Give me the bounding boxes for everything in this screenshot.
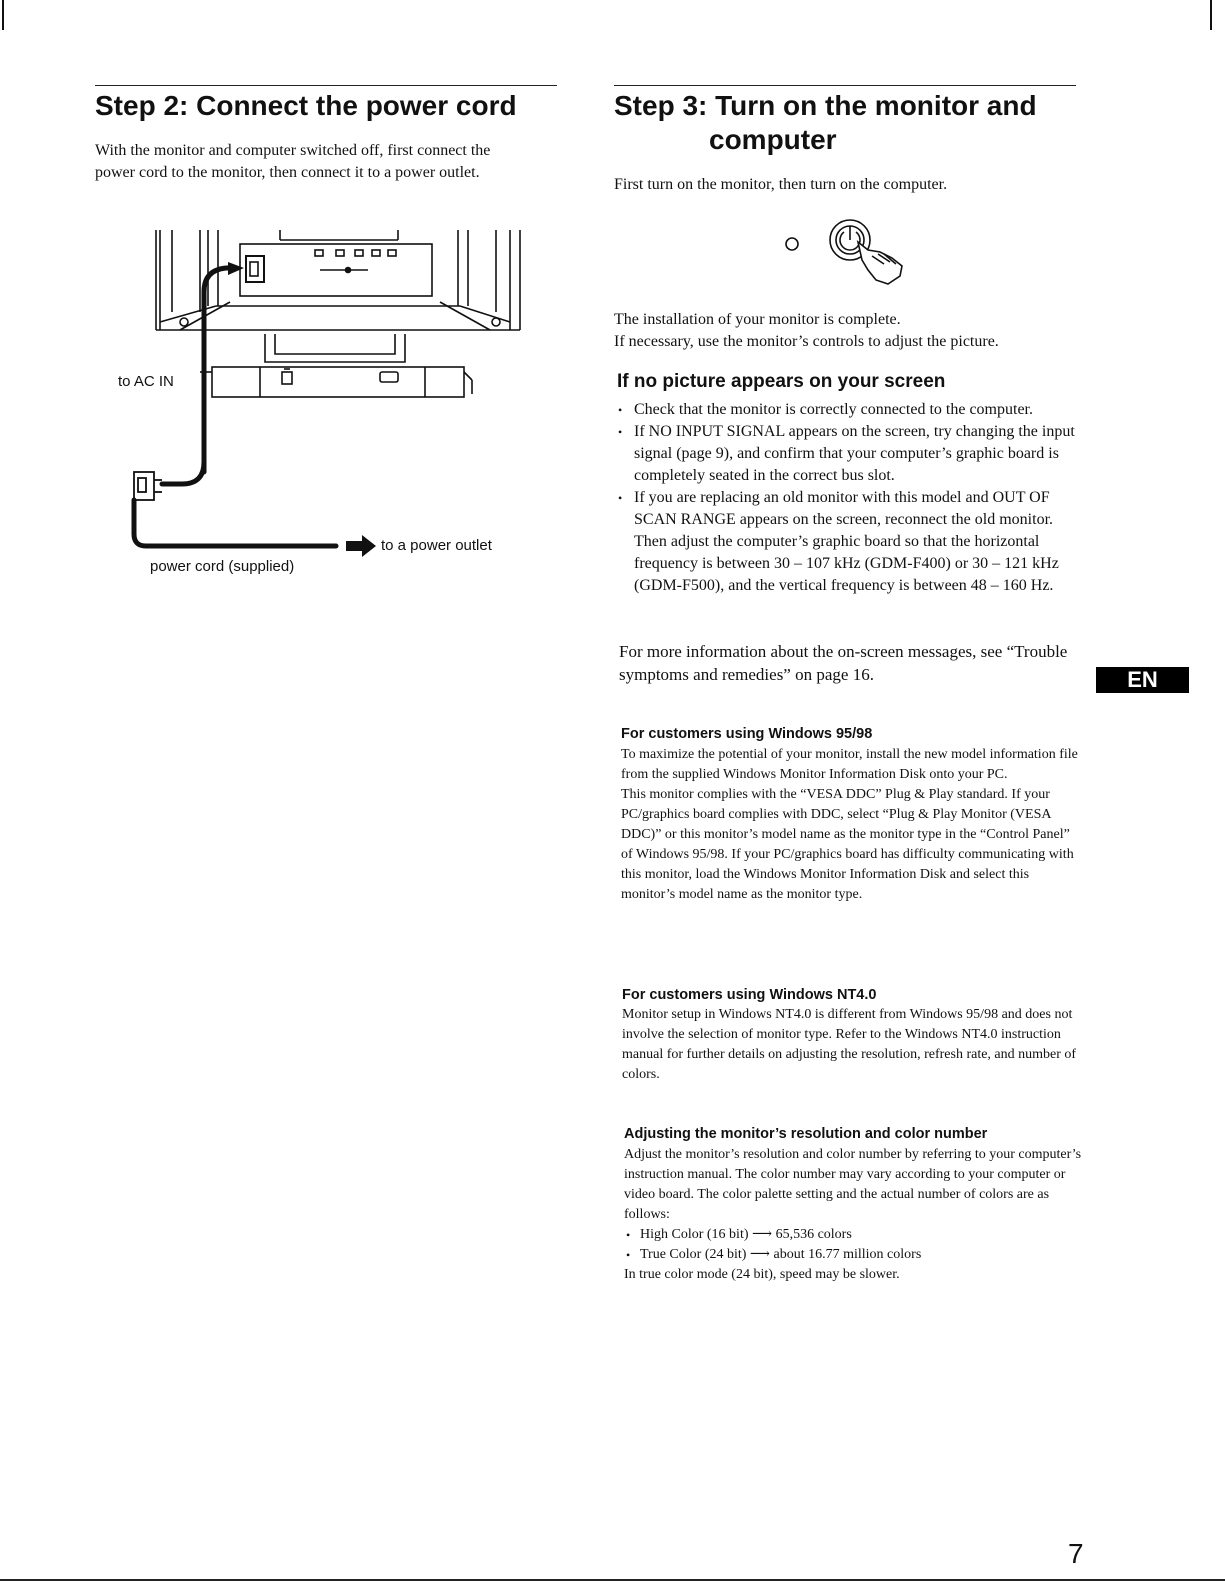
win9598-paragraph-2: This monitor complies with the “VESA DDC” Plug & Play standard. If your PC/graphics board complies with DDC, select “Plug & Play Monitor (VESA DDC)” or this monitor’s model name as the monitor type in the “Control Panel” of Windows 95/98. If your PC/graphics board has difficulty communicating with this monitor, load the Windows Monitor Information Disk and select this monitor’s model name as the monitor type.	[621, 787, 1074, 902]
left-edge-mark	[2, 0, 4, 30]
nt40-heading: For customers using Windows NT4.0	[622, 987, 877, 1003]
no-picture-bullet: • If you are replacing an old monitor with this model and OUT OF SCAN RANGE appears on the screen, reconnect the old monitor. Then adjust the computer’s graphic board so that the horizontal frequency is between 30 – 107 kHz (GDM-F400) or 30 – 121 kHz (GDM-F500), and the vertical frequency is between 48 – 160 Hz.	[616, 487, 1082, 597]
step3-complete	[614, 309, 1104, 353]
no-picture-list-wrap	[616, 399, 1082, 597]
step2-rule	[95, 85, 557, 86]
step2-title: Step 2: Connect the power cord	[95, 90, 517, 121]
no-picture-bullets	[616, 399, 1082, 597]
step3-rule	[614, 85, 1076, 86]
no-picture-heading: If no picture appears on your screen	[617, 371, 946, 392]
label-to-ac-in: to AC IN	[118, 373, 174, 390]
win9598-heading: For customers using Windows 95/98	[621, 726, 873, 742]
resolution-bullets	[624, 1225, 1088, 1265]
resolution-heading: Adjusting the monitor’s resolution and color number	[624, 1126, 988, 1142]
step3-complete-line2: If necessary, use the monitor’s controls to adjust the picture.	[614, 333, 999, 350]
language-tab-en: EN	[1096, 667, 1189, 693]
page-number: 7	[1068, 1538, 1084, 1569]
no-picture-bullet: • Check that the monitor is correctly connected to the computer.	[616, 399, 1082, 421]
more-info-paragraph: For more information about the on-screen messages, see “Trouble symptoms and remedies” on page 16.	[619, 642, 1068, 684]
win9598-body	[621, 745, 1083, 905]
step3-title-line1: Step 3: Turn on the monitor and	[614, 90, 1037, 121]
label-to-power-outlet: to a power outlet	[381, 537, 492, 554]
power-button-illustration	[780, 212, 920, 292]
resolution-note: In true color mode (24 bit), speed may be slower.	[624, 1267, 900, 1282]
resolution-bullet: • True Color (24 bit) ⟶ about 16.77 million colors	[624, 1245, 1088, 1265]
win9598-paragraph-1: To maximize the potential of your monitor, install the new model information file from the supplied Windows Monitor Information Disk onto your PC.	[621, 747, 1078, 782]
resolution-paragraph: Adjust the monitor’s resolution and color number by referring to your computer’s instruction manual. The color number may vary according to your computer or video board. The color palette setting and the actual number of colors are as follows:	[624, 1147, 1082, 1222]
nt40-paragraph: Monitor setup in Windows NT4.0 is different from Windows 95/98 and does not involve the selection of monitor type. Refer to the Windows NT4.0 instruction manual for further details on adjusting the resolution, refresh rate, and number of colors.	[622, 1007, 1077, 1082]
resolution-body	[624, 1145, 1088, 1285]
step2-intro-line2: power cord to the monitor, then connect it to a power outlet.	[95, 164, 480, 181]
no-picture-bullet: • If NO INPUT SIGNAL appears on the screen, try changing the input signal (page 9), and confirm that your computer’s graphic board is completely seated in the correct bus slot.	[616, 421, 1082, 487]
step2-intro	[95, 140, 565, 184]
label-power-cord: power cord (supplied)	[150, 558, 295, 575]
right-edge-mark	[1210, 0, 1212, 30]
step2-intro-line1: With the monitor and computer switched off, first connect the	[95, 142, 491, 159]
step3-title-line2: computer	[709, 124, 837, 155]
step3-complete-line1: The installation of your monitor is complete.	[614, 311, 901, 328]
resolution-bullet: • High Color (16 bit) ⟶ 65,536 colors	[624, 1225, 1088, 1245]
step3-intro: First turn on the monitor, then turn on the computer.	[614, 176, 948, 193]
power-cord-diagram	[100, 222, 540, 567]
bottom-edge-line	[0, 1579, 1225, 1581]
